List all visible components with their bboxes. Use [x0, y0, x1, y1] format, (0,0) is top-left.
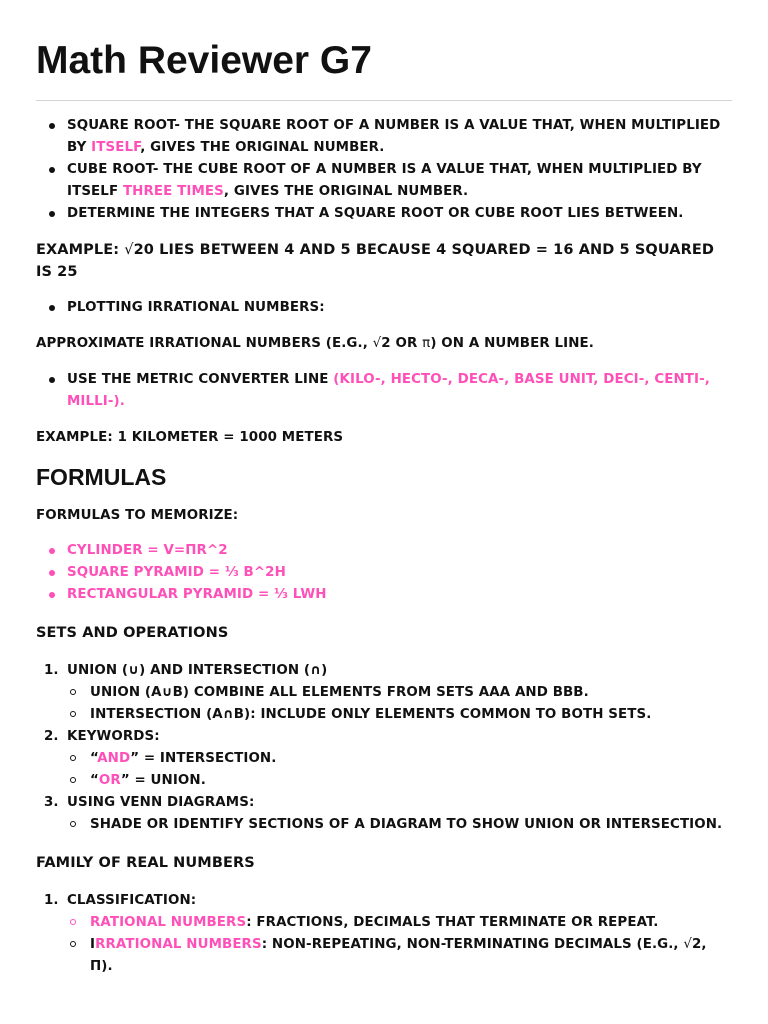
bullet-plotting: PLOTTING IRRATIONAL NUMBERS: — [36, 297, 732, 319]
title-divider — [36, 100, 732, 101]
example-square-root: EXAMPLE: √20 LIES BETWEEN 4 AND 5 BECAUSE 4 SQUARED = 16 AND 5 SQUARED IS 25 — [36, 242, 715, 280]
sub-item-venn: SHADE OR IDENTIFY SECTIONS OF A DIAGRAM TO SHOW UNION OR INTERSECTION. — [67, 814, 732, 836]
formula-rectangular-pyramid: RECTANGULAR PYRAMID = ⅓ LWH — [36, 584, 732, 606]
family-item-classification: 1. CLASSIFICATION: RATIONAL NUMBERS: FRACTIONS, DECIMALS THAT TERMINATE OR REPEAT. IRRATIONAL NUMBERS: NON-REPEATING, NON-TERMINATING DECIMALS (E.G., √2, Π). — [36, 890, 732, 978]
sub-item-intersection: INTERSECTION (A∩B): INCLUDE ONLY ELEMENTS COMMON TO BOTH SETS. — [67, 704, 732, 726]
sets-heading: SETS AND OPERATIONS — [36, 625, 229, 641]
sub-item-rational: RATIONAL NUMBERS: FRACTIONS, DECIMALS THAT TERMINATE OR REPEAT. — [67, 912, 732, 934]
bullet-cube-root: CUBE ROOT- THE CUBE ROOT OF A NUMBER IS A VALUE THAT, WHEN MULTIPLIED BY ITSELF THREE TIMES, GIVES THE ORIGINAL NUMBER. — [36, 159, 732, 203]
sub-item-or: “OR” = UNION. — [67, 770, 732, 792]
bullet-integers: DETERMINE THE INTEGERS THAT A SQUARE ROOT OR CUBE ROOT LIES BETWEEN. — [36, 203, 732, 225]
classification-sublist — [67, 912, 732, 978]
intro-bullet-list — [36, 115, 732, 225]
formulas-heading: FORMULAS — [36, 464, 167, 490]
sub-item-and: “AND” = INTERSECTION. — [67, 748, 732, 770]
page-title: Math Reviewer G7 — [36, 39, 372, 82]
sets-item-keywords: 2. KEYWORDS: “AND” = INTERSECTION. “OR” = UNION. — [36, 726, 732, 792]
venn-sublist — [67, 814, 732, 836]
sets-item-union-intersection: 1. UNION (∪) AND INTERSECTION (∩) UNION (A∪B) COMBINE ALL ELEMENTS FROM SETS AAA AND BBB. INTERSECTION (A∩B): INCLUDE ONLY ELEMENTS COMMON TO BOTH SETS. — [36, 660, 732, 726]
approx-irrational-text: APPROXIMATE IRRATIONAL NUMBERS (E.G., √2 OR π) ON A NUMBER LINE. — [36, 336, 594, 351]
keywords-sublist — [67, 748, 732, 792]
sets-item-venn: 3. USING VENN DIAGRAMS: SHADE OR IDENTIFY SECTIONS OF A DIAGRAM TO SHOW UNION OR INTERSECTION. — [36, 792, 732, 836]
family-heading: FAMILY OF REAL NUMBERS — [36, 855, 255, 871]
metric-bullet-list — [36, 369, 732, 413]
sets-list — [36, 660, 732, 836]
plot-bullet-list — [36, 297, 732, 319]
union-sublist — [67, 682, 732, 726]
formula-cylinder: CYLINDER = V=ΠR^2 — [36, 540, 732, 562]
bullet-metric: USE THE METRIC CONVERTER LINE (KILO-, HECTO-, DECA-, BASE UNIT, DECI-, CENTI-, MILLI-). — [36, 369, 732, 413]
bullet-square-root: SQUARE ROOT- THE SQUARE ROOT OF A NUMBER IS A VALUE THAT, WHEN MULTIPLIED BY ITSELF, GIVES THE ORIGINAL NUMBER. — [36, 115, 732, 159]
sub-item-union: UNION (A∪B) COMBINE ALL ELEMENTS FROM SETS AAA AND BBB. — [67, 682, 732, 704]
example-metric: EXAMPLE: 1 KILOMETER = 1000 METERS — [36, 430, 344, 445]
formula-square-pyramid: SQUARE PYRAMID = ⅓ B^2H — [36, 562, 732, 584]
family-list — [36, 890, 732, 978]
formulas-list — [36, 540, 732, 606]
formulas-intro: FORMULAS TO MEMORIZE: — [36, 508, 239, 523]
sub-item-irrational: IRRATIONAL NUMBERS: NON-REPEATING, NON-TERMINATING DECIMALS (E.G., √2, Π). — [67, 934, 732, 978]
